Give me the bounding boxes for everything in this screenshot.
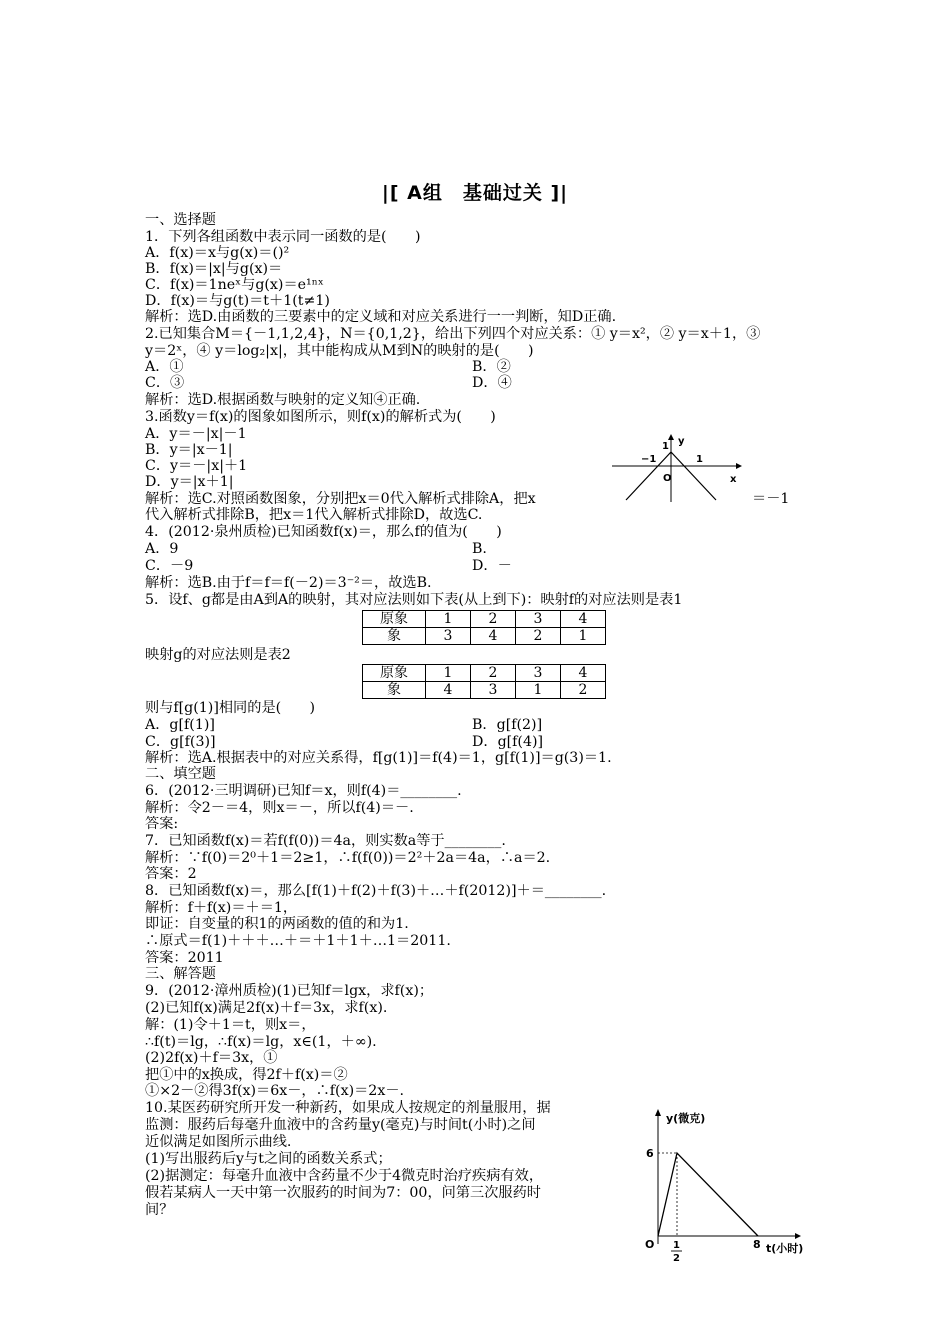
question-10-cont: 近似满足如图所示曲线. <box>145 1134 292 1150</box>
table-cell: 4 <box>471 628 516 645</box>
table-row <box>363 665 606 682</box>
option-b: B．y＝|x－1| <box>145 442 233 458</box>
section-heading: 二、填空题 <box>145 766 216 782</box>
solution: 解析：选C.对照函数图象，分别把x＝0代入解析式排除A，把x <box>145 491 536 507</box>
table-cell: 3 <box>516 611 561 628</box>
section-title-text: A组 基础过关 <box>407 182 543 204</box>
mapping-table-1 <box>362 610 606 645</box>
option-b: B．g[f(2)] <box>472 717 543 733</box>
solution: 解析：选A.根据表中的对应关系得，f[g(1)]＝f(4)＝1，g[f(1)]＝g(3)＝1. <box>145 750 612 766</box>
y-axis-label: y(微克) <box>666 1112 706 1125</box>
solution: 解析：f＋f(x)＝＋＝1， <box>145 900 298 916</box>
neg-one-label: −1 <box>641 454 657 465</box>
solution-cont: ①×2－②得3f(x)＝6x－，∴f(x)＝2x－. <box>145 1083 405 1099</box>
right-bracket-icon: ]| <box>550 182 569 204</box>
table-cell: 3 <box>516 665 561 682</box>
half-denominator-label: 2 <box>673 1253 680 1264</box>
option-b: B．f(x)＝|x|与g(x)＝ <box>145 261 283 277</box>
function-graph-figure <box>608 432 748 504</box>
option-a: A．9 <box>145 541 179 557</box>
solution: 解析：选D.根据函数与映射的定义知④正确. <box>145 392 421 408</box>
question-7: 7．已知函数f(x)＝若f(f(0))＝4a，则实数a等于________. <box>145 833 506 849</box>
option-a: A．① <box>145 359 184 375</box>
table-row <box>363 628 606 645</box>
table-cell: 4 <box>426 682 471 699</box>
option-c: C．－9 <box>145 558 194 574</box>
answer: 答案: <box>145 816 179 832</box>
solution-cont: 把①中的x换成，得2f＋f(x)＝② <box>145 1067 348 1083</box>
question-5-ask: 则与f[g(1)]相同的是( ) <box>145 700 316 716</box>
solution-tail: ＝－1 <box>752 491 790 507</box>
table-cell: 原象 <box>363 611 426 628</box>
option-b: B. <box>472 541 487 557</box>
half-numerator-label: 1 <box>673 1240 680 1251</box>
table-cell: 1 <box>561 628 606 645</box>
option-c: C．g[f(3)] <box>145 734 216 750</box>
question-2: 2.已知集合M＝{－1,1,2,4}，N＝{0,1,2}，给出下列四个对应关系：① y＝x²，② y＝x＋1，③ <box>145 326 761 342</box>
table-cell: 2 <box>561 682 606 699</box>
question-3: 3.函数y＝f(x)的图象如图所示，则f(x)的解析式为( ) <box>145 409 496 425</box>
solution: 解析：令2－＝4，则x＝－，所以f(4)＝－. <box>145 800 414 816</box>
solution-cont: (2)2f(x)＋f＝3x，① <box>145 1050 278 1066</box>
solution: 解析：选B.由于f＝f＝f(－2)＝3⁻²＝，故选B. <box>145 575 432 591</box>
table-cell: 3 <box>471 682 516 699</box>
table-row <box>363 611 606 628</box>
option-d: D．f(x)＝与g(t)＝t＋1(t≠1) <box>145 293 330 309</box>
solution: 解析：∵f(0)＝2⁰＋1＝2≥1，∴f(f(0))＝2²＋2a＝4a，∴a＝2. <box>145 850 551 866</box>
table-cell: 象 <box>363 628 426 645</box>
option-d: D．④ <box>472 375 512 391</box>
drug-concentration-figure <box>640 1104 810 1264</box>
table-cell: 1 <box>426 665 471 682</box>
question-9-part-2: (2)已知f(x)满足2f(x)＋f＝3x，求f(x). <box>145 1000 388 1016</box>
question-10-part-2: (2)据测定：每毫升血液中含药量不少于4微克时治疗疾病有效， <box>145 1168 544 1184</box>
option-a: A．y＝－|x|－1 <box>145 426 247 442</box>
y-intercept-label: 1 <box>662 441 669 452</box>
table-cell: 1 <box>516 682 561 699</box>
question-10-cont: 假若某病人一天中第一次服药的时间为7：00，问第三次服药时 <box>145 1185 541 1201</box>
origin-label: O <box>663 473 672 484</box>
table-cell: 4 <box>561 611 606 628</box>
x-one-label: 1 <box>696 454 703 465</box>
x-axis-label: x <box>730 474 737 485</box>
option-c: C．③ <box>145 375 185 391</box>
x-axis-label: t(小时) <box>766 1242 804 1255</box>
solution: 解：(1)令＋1＝t，则x＝， <box>145 1017 316 1033</box>
solution-cont: 代入解析式排除B，把x＝1代入解析式排除D，故选C. <box>145 507 483 523</box>
question-2-cont: y＝2ˣ，④ y＝log₂|x|，其中能构成从M到N的映射的是( ) <box>145 343 534 359</box>
question-10-part-1: (1)写出服药后y与t之间的函数关系式； <box>145 1151 392 1167</box>
table-cell: 1 <box>426 611 471 628</box>
y-axis-label: y <box>678 436 685 447</box>
question-9: 9．(2012·漳州质检)(1)已知f＝lgx，求f(x)； <box>145 983 434 999</box>
table-cell: 2 <box>516 628 561 645</box>
question-8: 8．已知函数f(x)＝，那么[f(1)＋f(2)＋f(3)＋…＋f(2012)]＋＝________. <box>145 883 607 899</box>
question-5: 5．设f、g都是由A到A的映射，其对应法则如下表(从上到下)：映射f的对应法则是表1 <box>145 592 683 608</box>
option-a: A．f(x)＝x与g(x)＝()² <box>145 245 290 261</box>
table-cell: 原象 <box>363 665 426 682</box>
table-cell: 4 <box>561 665 606 682</box>
end-time-label: 8 <box>753 1238 761 1251</box>
solution-cont: ∴原式＝f(1)＋＋＋…＋＝＋1＋1＋…1＝2011. <box>145 933 451 949</box>
answer: 答案：2011 <box>145 950 224 966</box>
table-caption: 映射g的对应法则是表2 <box>145 647 291 663</box>
section-heading: 一、选择题 <box>145 212 216 228</box>
question-1: 1．下列各组函数中表示同一函数的是( ) <box>145 229 421 245</box>
solution-cont: ∴f(t)＝lg，∴f(x)＝lg，x∈(1，＋∞). <box>145 1034 377 1050</box>
mapping-table-2 <box>362 664 606 699</box>
option-c: C．f(x)＝1neˣ与g(x)＝e¹ⁿˣ <box>145 277 324 293</box>
question-4: 4．(2012·泉州质检)已知函数f(x)＝，那么f的值为( ) <box>145 524 502 540</box>
peak-value-label: 6 <box>646 1147 654 1160</box>
option-c: C．y＝－|x|＋1 <box>145 458 248 474</box>
table-cell: 象 <box>363 682 426 699</box>
option-d: D．y＝|x＋1| <box>145 474 234 490</box>
answer: 答案：2 <box>145 866 197 882</box>
section-heading: 三、解答题 <box>145 966 216 982</box>
question-10-cont: 监测：服药后每毫升血液中的含药量y(毫克)与时间t(小时)之间 <box>145 1117 536 1133</box>
table-cell: 2 <box>471 611 516 628</box>
solution-cont: 即证：自变量的积1的两函数的值的和为1. <box>145 916 409 932</box>
table-row <box>363 682 606 699</box>
option-d: D．－ <box>472 558 512 574</box>
solution: 解析：选D.由函数的三要素中的定义域和对应关系进行一一判断，知D正确. <box>145 309 617 325</box>
origin-label: O <box>645 1238 655 1251</box>
question-10-cont: 间？ <box>145 1202 174 1218</box>
question-6: 6．(2012·三明调研)已知f＝x，则f(4)＝________. <box>145 783 462 799</box>
table-cell: 2 <box>471 665 516 682</box>
option-a: A．g[f(1)] <box>145 717 215 733</box>
option-b: B．② <box>472 359 511 375</box>
section-title <box>0 178 950 205</box>
table-cell: 3 <box>426 628 471 645</box>
option-d: D．g[f(4)] <box>472 734 544 750</box>
question-10: 10.某医药研究所开发一种新药，如果成人按规定的剂量服用，据 <box>145 1100 551 1116</box>
left-bracket-icon: |[ <box>381 182 400 204</box>
